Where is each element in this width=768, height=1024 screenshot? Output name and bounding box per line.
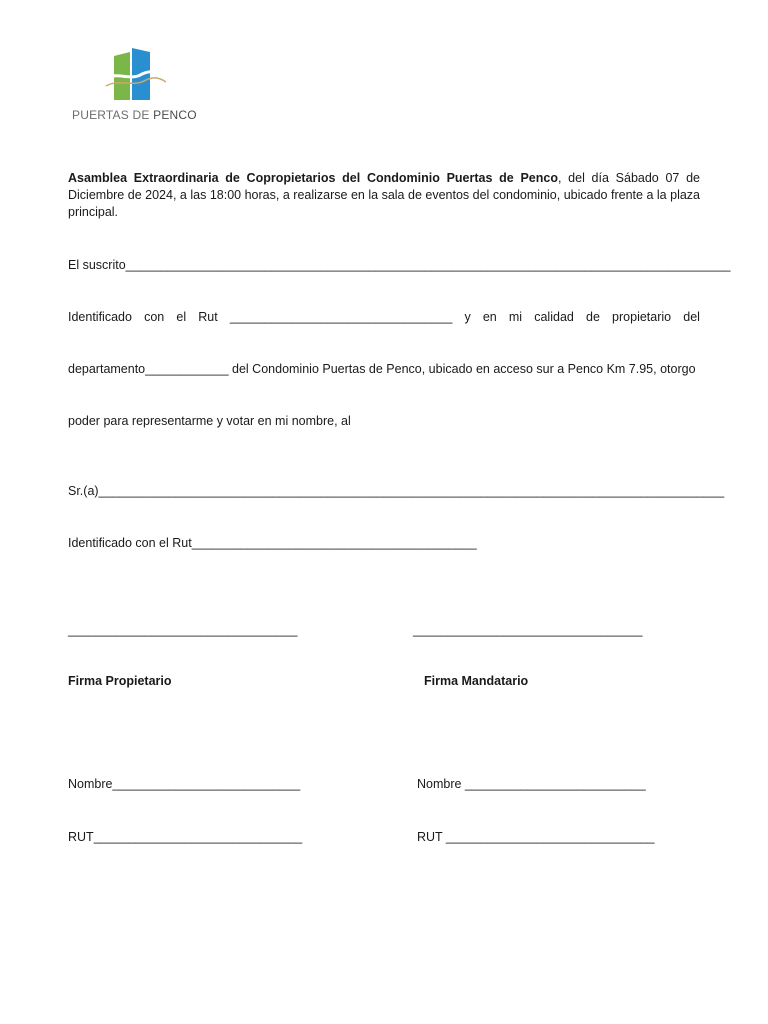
departamento-line: departamento____________ del Condominio Puertas de Penco, ubicado en acceso sur a Penco Km 7.95, otorgo [68, 362, 696, 376]
intro-rest: , del día Sábado 07 de Diciembre de 2024, a las 18:00 horas, a realizarse en la sala de eventos del condominio, ubicado frente a la plaza principal. [68, 171, 700, 219]
nombre-proxy-line: Nombre __________________________ [417, 777, 646, 791]
rut-blank: ________________________________ [229, 310, 453, 324]
firma-mandatario-label: Firma Mandatario [424, 674, 529, 688]
mandatario-name-line: Sr.(a)__________________________________________________________________________________________ [68, 484, 725, 498]
nombre-owner-line: Nombre___________________________ [68, 777, 301, 791]
intro-bold: Asamblea Extraordinaria de Copropietarios del Condominio Puertas de Penco [68, 171, 558, 185]
mandatario-rut-line: Identificado con el Rut_________________________________________ [68, 536, 477, 550]
rut-owner-line: Identificado con el Rut ________________________________ y en mi calidad de propietario del [68, 310, 700, 324]
puertas-de-penco-logo-icon [102, 46, 166, 104]
firma-propietario-label: Firma Propietario [68, 674, 172, 688]
logo [68, 44, 197, 124]
rut-owner-sign-line: RUT______________________________ [68, 830, 303, 844]
intro-paragraph [68, 170, 700, 221]
signature-blank-proxy: _________________________________ [413, 623, 643, 637]
logo-text: PUERTAS DE PENCO [72, 108, 197, 122]
rut-proxy-sign-line: RUT ______________________________ [417, 830, 655, 844]
suscrito-line: El suscrito_______________________________________________________________________________________ [68, 258, 731, 272]
signature-blank-owner: _________________________________ [68, 623, 298, 637]
poder-line: poder para representarme y votar en mi nombre, al [68, 414, 351, 428]
